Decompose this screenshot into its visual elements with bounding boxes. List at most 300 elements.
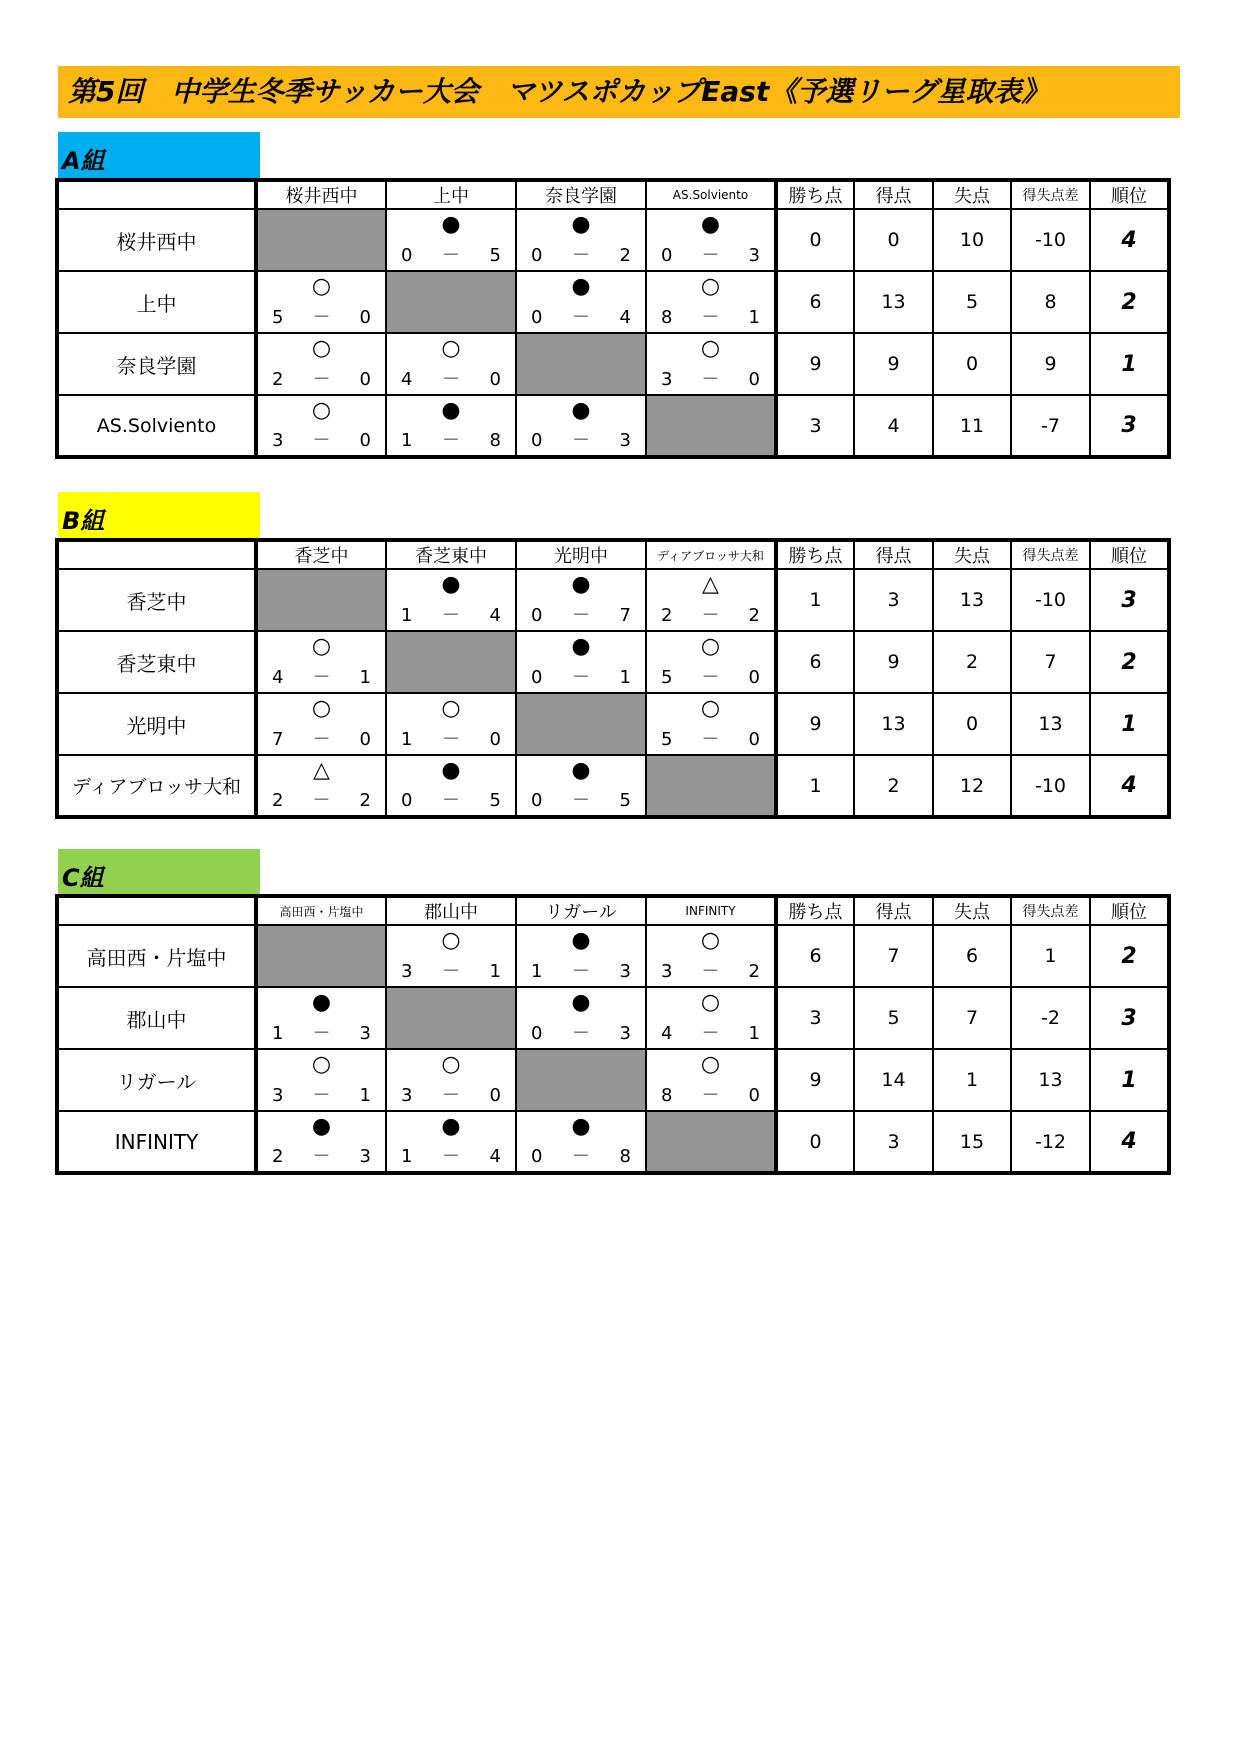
match-score: [517, 429, 645, 453]
rank-cell: 2: [1090, 631, 1169, 693]
result-mark: ●: [441, 212, 461, 237]
score-for: 3: [272, 430, 284, 451]
stat-header: 得点: [854, 180, 933, 209]
self-match-cell: [516, 333, 646, 395]
score-against: 4: [619, 307, 631, 328]
score-dash: －: [442, 790, 460, 811]
result-mark: ○: [700, 336, 721, 361]
row-team-name: INFINITY: [57, 1111, 256, 1173]
score-against: 0: [489, 1085, 501, 1106]
score-against: 0: [359, 369, 371, 390]
stat-header: 勝ち点: [776, 896, 854, 925]
row-team-name: 香芝東中: [57, 631, 256, 693]
stat-header: 順位: [1090, 896, 1169, 925]
rank-cell: 4: [1090, 209, 1169, 271]
match-score: [517, 604, 645, 628]
stat-header: 得失点差: [1011, 896, 1090, 925]
score-dash: －: [442, 430, 460, 451]
match-score: [258, 1084, 385, 1108]
result-mark: ○: [311, 634, 332, 659]
match-score: [387, 960, 515, 984]
match-score: [258, 306, 385, 330]
score-against: 5: [489, 790, 501, 811]
match-result-cell: [516, 271, 646, 333]
table-row: [57, 693, 1169, 755]
goal-diff-cell: -12: [1011, 1111, 1090, 1173]
match-result-cell: [386, 693, 516, 755]
rank-cell: 1: [1090, 333, 1169, 395]
score-for: 3: [401, 1085, 413, 1106]
match-result-cell: [256, 755, 386, 817]
self-match-cell: [256, 209, 386, 271]
match-score: [647, 960, 774, 984]
match-score: [258, 1022, 385, 1046]
score-dash: －: [312, 1085, 331, 1106]
score-dash: －: [701, 961, 720, 982]
match-result-cell: [516, 395, 646, 457]
row-team-name: 桜井西中: [57, 209, 256, 271]
score-dash: －: [312, 790, 331, 811]
goal-diff-cell: -10: [1011, 569, 1090, 631]
stat-header: 失点: [933, 896, 1011, 925]
score-dash: －: [442, 729, 460, 750]
score-for: 2: [661, 605, 673, 626]
score-dash: －: [442, 1146, 460, 1167]
rank-cell: 2: [1090, 271, 1169, 333]
score-dash: －: [572, 245, 590, 266]
score-against: 2: [748, 605, 760, 626]
goal-diff-cell: 13: [1011, 693, 1090, 755]
score-dash: －: [442, 1085, 460, 1106]
score-against: 2: [359, 790, 371, 811]
score-for: 2: [272, 369, 284, 390]
row-team-name: リガール: [57, 1049, 256, 1111]
match-score: [647, 728, 774, 752]
score-against: 3: [359, 1023, 371, 1044]
column-team-header: 香芝東中: [386, 540, 516, 569]
score-for: 4: [272, 667, 284, 688]
result-mark: ●: [571, 1114, 591, 1139]
match-result-cell: [386, 209, 516, 271]
match-score: [258, 429, 385, 453]
score-dash: －: [701, 245, 720, 266]
goals-for-cell: 5: [854, 987, 933, 1049]
match-result-cell: [516, 209, 646, 271]
row-team-name: 郡山中: [57, 987, 256, 1049]
score-for: 0: [401, 790, 413, 811]
self-match-cell: [386, 271, 516, 333]
column-team-header: 光明中: [516, 540, 646, 569]
self-match-cell: [516, 1049, 646, 1111]
self-match-cell: [646, 395, 776, 457]
score-against: 1: [359, 1085, 371, 1106]
header-row: [57, 896, 1169, 925]
match-result-cell: [516, 925, 646, 987]
result-mark: ●: [441, 758, 461, 783]
league-table: [55, 178, 1171, 459]
column-team-header: 香芝中: [256, 540, 386, 569]
result-mark: ○: [311, 274, 332, 299]
score-dash: －: [572, 605, 590, 626]
match-result-cell: [646, 569, 776, 631]
score-for: 2: [272, 790, 284, 811]
score-dash: －: [312, 430, 331, 451]
score-dash: －: [572, 1023, 590, 1044]
group-label: B組: [58, 492, 260, 538]
score-for: 0: [661, 245, 673, 266]
match-score: [387, 368, 515, 392]
result-mark: ○: [311, 398, 332, 423]
score-against: 0: [489, 729, 501, 750]
goals-for-cell: 3: [854, 569, 933, 631]
result-mark: ●: [441, 398, 461, 423]
rank-cell: 1: [1090, 1049, 1169, 1111]
goals-for-cell: 3: [854, 1111, 933, 1173]
column-team-header: INFINITY: [646, 896, 776, 925]
score-dash: －: [572, 667, 590, 688]
match-score: [258, 789, 385, 813]
score-against: 3: [619, 430, 631, 451]
table-row: [57, 569, 1169, 631]
stat-header: 得失点差: [1011, 540, 1090, 569]
table-row: [57, 987, 1169, 1049]
score-against: 0: [489, 369, 501, 390]
match-score: [647, 368, 774, 392]
score-for: 1: [401, 605, 413, 626]
score-dash: －: [701, 729, 720, 750]
goals-for-cell: 2: [854, 755, 933, 817]
result-mark: ○: [441, 928, 461, 953]
goals-for-cell: 4: [854, 395, 933, 457]
header-row: [57, 180, 1169, 209]
score-for: 2: [272, 1146, 284, 1167]
rank-cell: 2: [1090, 925, 1169, 987]
match-result-cell: [646, 333, 776, 395]
score-against: 0: [359, 729, 371, 750]
result-mark: ●: [441, 1114, 461, 1139]
match-score: [647, 666, 774, 690]
row-team-name: 高田西・片塩中: [57, 925, 256, 987]
corner-cell: [57, 180, 256, 209]
match-score: [647, 604, 774, 628]
result-mark: ○: [700, 274, 721, 299]
match-score: [387, 604, 515, 628]
match-result-cell: [256, 395, 386, 457]
stat-header: 得失点差: [1011, 180, 1090, 209]
match-score: [387, 429, 515, 453]
goals-for-cell: 13: [854, 693, 933, 755]
result-mark: ○: [441, 1052, 461, 1077]
score-against: 0: [359, 430, 371, 451]
score-for: 0: [531, 605, 543, 626]
score-against: 5: [619, 790, 631, 811]
match-result-cell: [386, 925, 516, 987]
page-title: 第5回 中学生冬季サッカー大会 マツスポカップEast《予選リーグ星取表》: [58, 66, 1180, 118]
column-team-header: 奈良学園: [516, 180, 646, 209]
result-mark: ●: [571, 572, 591, 597]
match-result-cell: [256, 333, 386, 395]
result-mark: △: [702, 572, 719, 597]
score-for: 0: [401, 245, 413, 266]
match-result-cell: [256, 1049, 386, 1111]
group-label: A組: [58, 132, 260, 178]
match-result-cell: [386, 1049, 516, 1111]
rank-cell: 3: [1090, 987, 1169, 1049]
score-against: 4: [489, 1146, 501, 1167]
score-dash: －: [312, 307, 331, 328]
result-mark: ●: [571, 212, 591, 237]
match-result-cell: [516, 569, 646, 631]
goals-for-cell: 9: [854, 333, 933, 395]
result-mark: ●: [700, 212, 721, 237]
result-mark: ○: [311, 1052, 332, 1077]
score-against: 8: [619, 1146, 631, 1167]
match-score: [258, 666, 385, 690]
self-match-cell: [256, 569, 386, 631]
corner-cell: [57, 540, 256, 569]
match-result-cell: [386, 755, 516, 817]
goals-against-cell: 0: [933, 693, 1011, 755]
score-for: 1: [531, 961, 543, 982]
result-mark: ●: [311, 1114, 332, 1139]
stat-header: 順位: [1090, 540, 1169, 569]
match-score: [647, 1022, 774, 1046]
self-match-cell: [256, 925, 386, 987]
self-match-cell: [386, 987, 516, 1049]
points-cell: 6: [776, 925, 854, 987]
score-against: 0: [748, 667, 760, 688]
match-score: [517, 666, 645, 690]
score-dash: －: [312, 369, 331, 390]
result-mark: ●: [311, 990, 332, 1015]
match-result-cell: [516, 1111, 646, 1173]
points-cell: 3: [776, 395, 854, 457]
score-for: 8: [661, 307, 673, 328]
match-score: [517, 789, 645, 813]
match-score: [387, 1084, 515, 1108]
points-cell: 9: [776, 693, 854, 755]
score-dash: －: [572, 790, 590, 811]
rank-cell: 3: [1090, 395, 1169, 457]
goals-against-cell: 0: [933, 333, 1011, 395]
score-dash: －: [701, 1023, 720, 1044]
goals-for-cell: 14: [854, 1049, 933, 1111]
goals-for-cell: 0: [854, 209, 933, 271]
score-dash: －: [312, 729, 331, 750]
score-for: 1: [272, 1023, 284, 1044]
goal-diff-cell: 8: [1011, 271, 1090, 333]
result-mark: ○: [700, 990, 721, 1015]
result-mark: ○: [700, 634, 721, 659]
goal-diff-cell: -7: [1011, 395, 1090, 457]
match-score: [387, 728, 515, 752]
score-dash: －: [312, 667, 331, 688]
score-dash: －: [572, 1146, 590, 1167]
score-for: 0: [531, 790, 543, 811]
score-against: 4: [489, 605, 501, 626]
score-for: 1: [401, 729, 413, 750]
score-for: 5: [272, 307, 284, 328]
match-result-cell: [516, 631, 646, 693]
result-mark: ●: [571, 928, 591, 953]
self-match-cell: [516, 693, 646, 755]
result-mark: ○: [700, 1052, 721, 1077]
column-team-header: AS.Solviento: [646, 180, 776, 209]
score-against: 1: [748, 307, 760, 328]
match-result-cell: [646, 631, 776, 693]
score-against: 3: [359, 1146, 371, 1167]
column-team-header: ディアブロッサ大和: [646, 540, 776, 569]
score-dash: －: [572, 430, 590, 451]
match-score: [258, 728, 385, 752]
stat-header: 勝ち点: [776, 540, 854, 569]
match-score: [517, 244, 645, 268]
score-against: 8: [489, 430, 501, 451]
points-cell: 1: [776, 569, 854, 631]
score-for: 1: [401, 1146, 413, 1167]
stat-header: 得点: [854, 896, 933, 925]
points-cell: 3: [776, 987, 854, 1049]
score-dash: －: [701, 369, 720, 390]
result-mark: △: [313, 758, 330, 783]
result-mark: ●: [441, 572, 461, 597]
score-against: 1: [748, 1023, 760, 1044]
goals-against-cell: 10: [933, 209, 1011, 271]
row-team-name: AS.Solviento: [57, 395, 256, 457]
match-score: [258, 1145, 385, 1169]
match-score: [647, 1084, 774, 1108]
score-against: 3: [748, 245, 760, 266]
match-result-cell: [256, 631, 386, 693]
match-result-cell: [256, 1111, 386, 1173]
result-mark: ○: [700, 696, 721, 721]
score-against: 2: [619, 245, 631, 266]
goal-diff-cell: -2: [1011, 987, 1090, 1049]
table-row: [57, 1049, 1169, 1111]
corner-cell: [57, 896, 256, 925]
score-dash: －: [442, 245, 460, 266]
goals-for-cell: 7: [854, 925, 933, 987]
score-for: 3: [661, 961, 673, 982]
stat-header: 得点: [854, 540, 933, 569]
match-result-cell: [646, 693, 776, 755]
goals-against-cell: 5: [933, 271, 1011, 333]
score-for: 4: [401, 369, 413, 390]
match-score: [647, 244, 774, 268]
score-for: 1: [401, 430, 413, 451]
goal-diff-cell: -10: [1011, 755, 1090, 817]
score-against: 3: [619, 1023, 631, 1044]
score-for: 0: [531, 1023, 543, 1044]
goals-against-cell: 6: [933, 925, 1011, 987]
result-mark: ○: [311, 696, 332, 721]
goals-against-cell: 12: [933, 755, 1011, 817]
rank-cell: 4: [1090, 755, 1169, 817]
result-mark: ●: [571, 398, 591, 423]
goals-against-cell: 1: [933, 1049, 1011, 1111]
match-result-cell: [256, 693, 386, 755]
goals-against-cell: 15: [933, 1111, 1011, 1173]
rank-cell: 4: [1090, 1111, 1169, 1173]
league-table: [55, 538, 1171, 819]
match-result-cell: [516, 987, 646, 1049]
league-table: [55, 894, 1171, 1175]
score-dash: －: [442, 369, 460, 390]
result-mark: ●: [571, 274, 591, 299]
column-team-header: 上中: [386, 180, 516, 209]
score-dash: －: [701, 1085, 720, 1106]
score-dash: －: [312, 1146, 331, 1167]
rank-cell: 1: [1090, 693, 1169, 755]
points-cell: 0: [776, 1111, 854, 1173]
goal-diff-cell: 1: [1011, 925, 1090, 987]
goal-diff-cell: 9: [1011, 333, 1090, 395]
score-against: 0: [748, 1085, 760, 1106]
score-for: 8: [661, 1085, 673, 1106]
match-result-cell: [256, 271, 386, 333]
points-cell: 6: [776, 271, 854, 333]
table-row: [57, 333, 1169, 395]
match-result-cell: [646, 987, 776, 1049]
score-for: 0: [531, 307, 543, 328]
table-row: [57, 925, 1169, 987]
self-match-cell: [646, 755, 776, 817]
match-score: [387, 789, 515, 813]
score-dash: －: [701, 667, 720, 688]
result-mark: ●: [571, 758, 591, 783]
score-dash: －: [442, 961, 460, 982]
score-for: 0: [531, 1146, 543, 1167]
score-dash: －: [572, 961, 590, 982]
match-score: [517, 1022, 645, 1046]
match-result-cell: [646, 925, 776, 987]
score-against: 0: [748, 729, 760, 750]
match-result-cell: [646, 1049, 776, 1111]
score-against: 1: [359, 667, 371, 688]
result-mark: ○: [700, 928, 721, 953]
score-against: 1: [619, 667, 631, 688]
row-team-name: 上中: [57, 271, 256, 333]
row-team-name: 奈良学園: [57, 333, 256, 395]
points-cell: 9: [776, 333, 854, 395]
match-result-cell: [646, 209, 776, 271]
goal-diff-cell: 13: [1011, 1049, 1090, 1111]
column-team-header: 高田西・片塩中: [256, 896, 386, 925]
stat-header: 勝ち点: [776, 180, 854, 209]
score-for: 0: [531, 667, 543, 688]
stat-header: 失点: [933, 180, 1011, 209]
self-match-cell: [646, 1111, 776, 1173]
score-against: 2: [748, 961, 760, 982]
table-row: [57, 395, 1169, 457]
match-score: [517, 960, 645, 984]
score-for: 5: [661, 729, 673, 750]
score-against: 7: [619, 605, 631, 626]
row-team-name: 光明中: [57, 693, 256, 755]
table-row: [57, 631, 1169, 693]
result-mark: ○: [311, 336, 332, 361]
goal-diff-cell: 7: [1011, 631, 1090, 693]
score-against: 0: [359, 307, 371, 328]
score-for: 3: [272, 1085, 284, 1106]
score-for: 7: [272, 729, 284, 750]
goals-against-cell: 11: [933, 395, 1011, 457]
goals-against-cell: 2: [933, 631, 1011, 693]
match-result-cell: [386, 395, 516, 457]
goals-for-cell: 9: [854, 631, 933, 693]
result-mark: ○: [441, 696, 461, 721]
score-against: 5: [489, 245, 501, 266]
